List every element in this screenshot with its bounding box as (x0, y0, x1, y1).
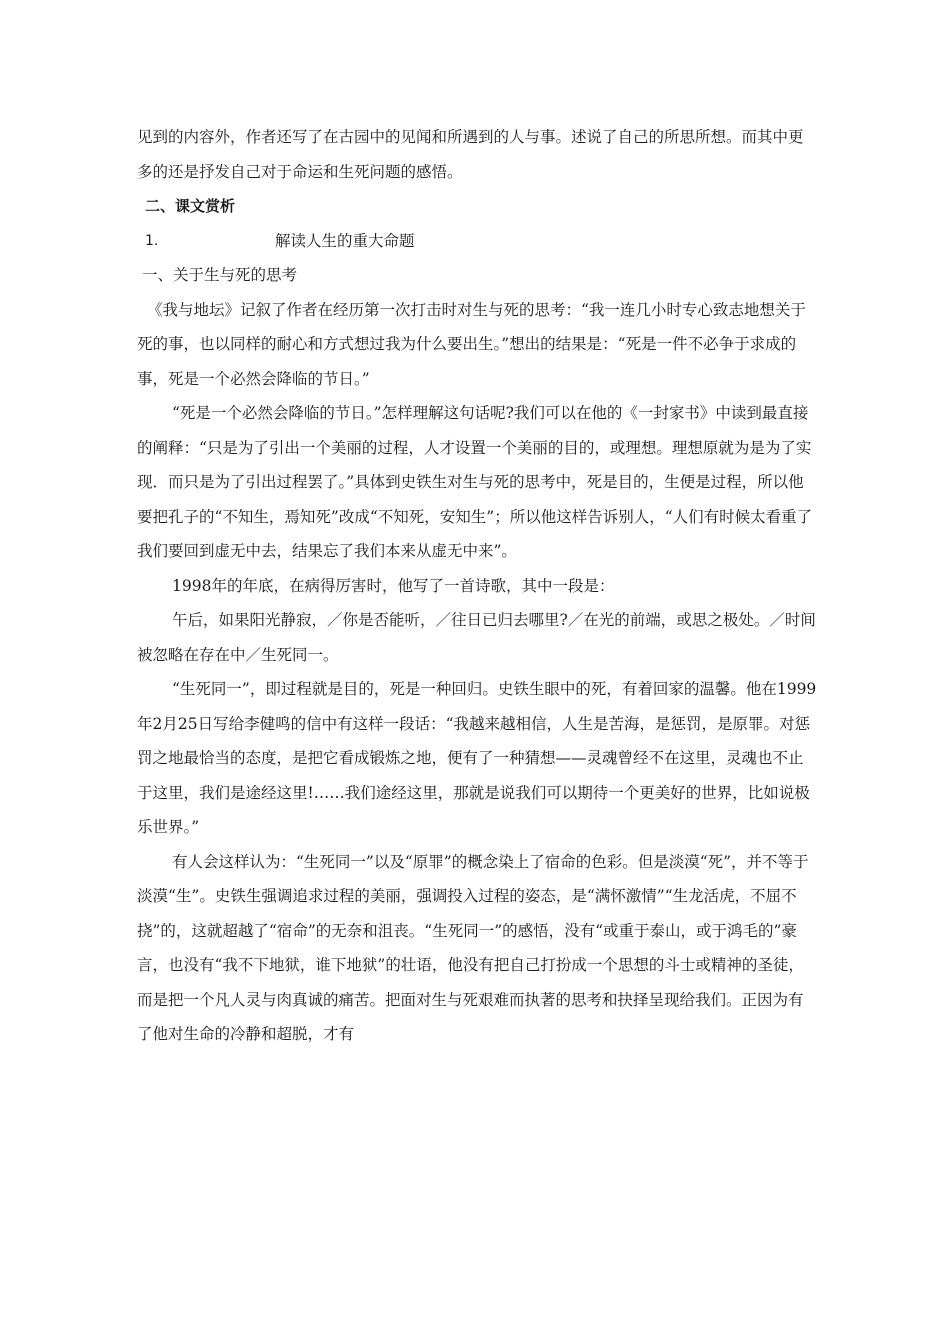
paragraph-5: “生死同一”，即过程就是目的，死是一种回归。史铁生眼中的死，有着回家的温馨。他在1999年2月25日写给李健鸣的信中有这样一段话：“我越来越相信，人生是苦海，是惩罚，是原罪。对惩罚之地最恰当的态度，是把它看成锻炼之地，便有了一种猜想——灵魂曾经不在这里，灵魂也不止于这里，我们是途经这里!……我们途经这里，那就是说我们可以期待一个更美好的世界，比如说极乐世界。” (137, 680, 817, 836)
paragraph-continuation: 见到的内容外，作者还写了在古园中的见闻和所遇到的人与事。述说了自己的所思所想。而其中更多的还是抒发自己对于命运和生死问题的感悟。 (137, 128, 804, 181)
item-number: 1. (145, 232, 159, 249)
numbered-item-1 (137, 224, 817, 259)
poem-excerpt: 午后，如果阳光静寂，／你是否能听，／往日已归去哪里?／在光的前端，或思之极处。／时间被忽略在存在中／生死同一。 (137, 611, 816, 664)
subsection-heading-life-death: 一、关于生与死的思考 (142, 266, 298, 284)
paragraph-6: 有人会这样认为：“生死同一”以及“原罪”的概念染上了宿命的色彩。但是淡漠“死”，并不等于淡漠“生”。史铁生强调追求过程的美丽，强调投入过程的姿态，是“满怀激情”“生龙活虎，不屈不挠”的，这就超越了“宿命”的无奈和沮丧。“生死同一”的感悟，没有“或重于泰山，或于鸿毛的”豪言，也没有“我不下地狱，谁下地狱”的壮语，他没有把自己打扮成一个思想的斗士或精神的圣徒，而是把一个凡人灵与肉真诚的痛苦。把面对生与死艰难而执著的思考和抉择呈现给我们。正因为有了他对生命的冷静和超脱，才有 (137, 852, 809, 1043)
paragraph-1: 《我与地坛》记叙了作者在经历第一次打击时对生与死的思考：“我一连几小时专心致志地想关于死的事，也以同样的耐心和方式想过我为什么要出生。”想出的结果是：“死是一件不必争于求成的事，死是一个必然会降临的节日。” (137, 300, 806, 388)
paragraph-3: 1998年的年底，在病得厉害时，他写了一首诗歌，其中一段是： (172, 576, 615, 595)
document-body (137, 120, 817, 1052)
section-heading-text-analysis: 二、课文赏析 (145, 197, 236, 215)
item-title: 解读人生的重大命题 (275, 231, 415, 250)
paragraph-2: “死是一个必然会降临的节日。”怎样理解这句话呢?我们可以在他的《一封家书》中读到最直接的阐释：“只是为了引出一个美丽的过程，人才设置一个美丽的目的，或理想。理想原就为是为了实现．而只是为了引出过程罢了。”具体到史铁生对生与死的思考中，死是目的，生便是过程，所以他要把孔子的“不知生，焉知死”改成“不知死，安知生”；所以他这样告诉别人，“人们有时候太看重了我们要回到虚无中去，结果忘了我们本来从虚无中来”。 (137, 404, 813, 560)
